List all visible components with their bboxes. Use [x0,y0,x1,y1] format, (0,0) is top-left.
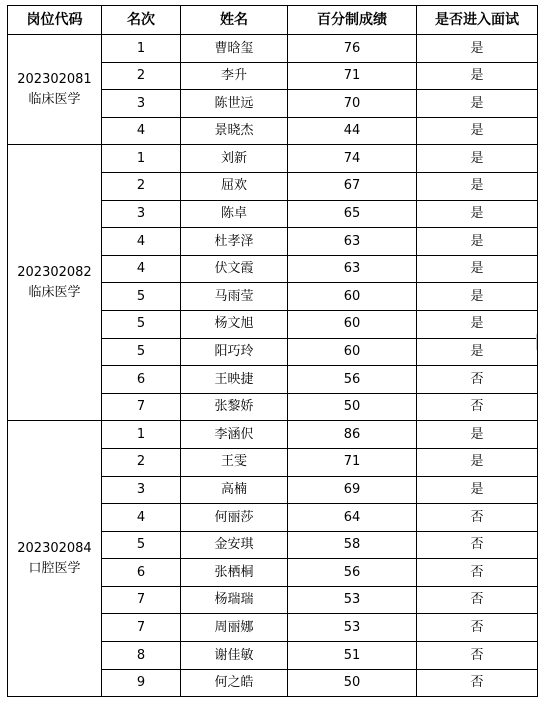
interview-cell: 否 [417,642,538,670]
rank-cell: 5 [102,310,181,338]
interview-cell: 是 [417,283,538,311]
name-cell: 王雯 [181,448,288,476]
interview-cell: 是 [417,255,538,283]
rank-cell: 2 [102,172,181,200]
table-row [8,35,538,63]
interview-cell: 是 [417,421,538,449]
interview-cell: 否 [417,531,538,559]
name-cell: 王映捷 [181,366,288,394]
interview-cell: 是 [417,172,538,200]
post-code: 202302084 [17,540,92,556]
score-cell: 71 [288,448,417,476]
rank-cell: 4 [102,504,181,532]
rank-cell: 5 [102,283,181,311]
post-code-cell [8,421,102,697]
post-code-cell [8,145,102,421]
interview-cell: 是 [417,62,538,90]
rank-cell: 1 [102,421,181,449]
score-cell: 60 [288,338,417,366]
score-cell: 86 [288,421,417,449]
name-cell: 伏文霞 [181,255,288,283]
rank-cell: 1 [102,35,181,63]
score-cell: 70 [288,90,417,118]
header-interview: 是否进入面试 [417,6,538,35]
score-cell: 63 [288,228,417,256]
rank-cell: 2 [102,448,181,476]
interview-cell: 否 [417,669,538,697]
post-major: 口腔医学 [28,560,81,576]
rank-cell: 7 [102,586,181,614]
score-cell: 67 [288,172,417,200]
rank-cell: 1 [102,145,181,173]
interview-cell: 否 [417,614,538,642]
rank-cell: 3 [102,476,181,504]
score-cell: 69 [288,476,417,504]
name-cell: 曹晗玺 [181,35,288,63]
interview-cell: 是 [417,35,538,63]
interview-cell: 否 [417,504,538,532]
name-cell: 杨文旭 [181,310,288,338]
name-cell: 谢佳敏 [181,642,288,670]
score-cell: 71 [288,62,417,90]
rank-cell: 2 [102,62,181,90]
results-sheet [7,5,537,697]
name-cell: 李涵伬 [181,421,288,449]
header-rank: 名次 [102,6,181,35]
score-cell: 50 [288,669,417,697]
interview-cell: 是 [417,117,538,145]
rank-cell: 3 [102,90,181,118]
interview-cell: 是 [417,476,538,504]
interview-results-table [7,5,538,697]
score-cell: 60 [288,310,417,338]
score-cell: 53 [288,614,417,642]
name-cell: 陈世远 [181,90,288,118]
score-cell: 60 [288,283,417,311]
name-cell: 杨瑞瑞 [181,586,288,614]
header-name: 姓名 [181,6,288,35]
score-cell: 53 [288,586,417,614]
name-cell: 陈卓 [181,200,288,228]
name-cell: 何丽莎 [181,504,288,532]
name-cell: 张黎娇 [181,393,288,421]
score-cell: 56 [288,366,417,394]
name-cell: 周丽娜 [181,614,288,642]
interview-cell: 是 [417,448,538,476]
interview-cell: 是 [417,145,538,173]
name-cell: 阳巧玲 [181,338,288,366]
rank-cell: 6 [102,366,181,394]
rank-cell: 8 [102,642,181,670]
rank-cell: 7 [102,393,181,421]
score-cell: 65 [288,200,417,228]
rank-cell: 9 [102,669,181,697]
interview-cell: 是 [417,228,538,256]
post-major: 临床医学 [28,284,81,300]
score-cell: 44 [288,117,417,145]
post-code-cell [8,35,102,145]
interview-cell: 否 [417,559,538,587]
interview-cell: 是 [417,338,538,366]
post-major: 临床医学 [28,91,81,107]
post-code: 202302082 [17,264,92,280]
interview-cell: 是 [417,90,538,118]
score-cell: 76 [288,35,417,63]
rank-cell: 6 [102,559,181,587]
header-row [8,6,538,35]
header-post-code: 岗位代码 [8,6,102,35]
interview-cell: 否 [417,586,538,614]
table-row [8,145,538,173]
name-cell: 马雨莹 [181,283,288,311]
score-cell: 64 [288,504,417,532]
rank-cell: 3 [102,200,181,228]
interview-cell: 否 [417,366,538,394]
rank-cell: 4 [102,117,181,145]
score-cell: 51 [288,642,417,670]
rank-cell: 4 [102,228,181,256]
interview-cell: 否 [417,393,538,421]
score-cell: 58 [288,531,417,559]
name-cell: 屈欢 [181,172,288,200]
score-cell: 50 [288,393,417,421]
rank-cell: 5 [102,531,181,559]
name-cell: 张栖桐 [181,559,288,587]
name-cell: 景晓杰 [181,117,288,145]
name-cell: 李升 [181,62,288,90]
score-cell: 63 [288,255,417,283]
name-cell: 何之皓 [181,669,288,697]
rank-cell: 5 [102,338,181,366]
post-code: 202302081 [17,71,92,87]
name-cell: 高楠 [181,476,288,504]
score-cell: 74 [288,145,417,173]
header-score: 百分制成绩 [288,6,417,35]
name-cell: 刘新 [181,145,288,173]
rank-cell: 4 [102,255,181,283]
table-row [8,421,538,449]
name-cell: 金安琪 [181,531,288,559]
name-cell: 杜孝泽 [181,228,288,256]
rank-cell: 7 [102,614,181,642]
interview-cell: 是 [417,310,538,338]
interview-cell: 是 [417,200,538,228]
table-body [8,35,538,697]
score-cell: 56 [288,559,417,587]
